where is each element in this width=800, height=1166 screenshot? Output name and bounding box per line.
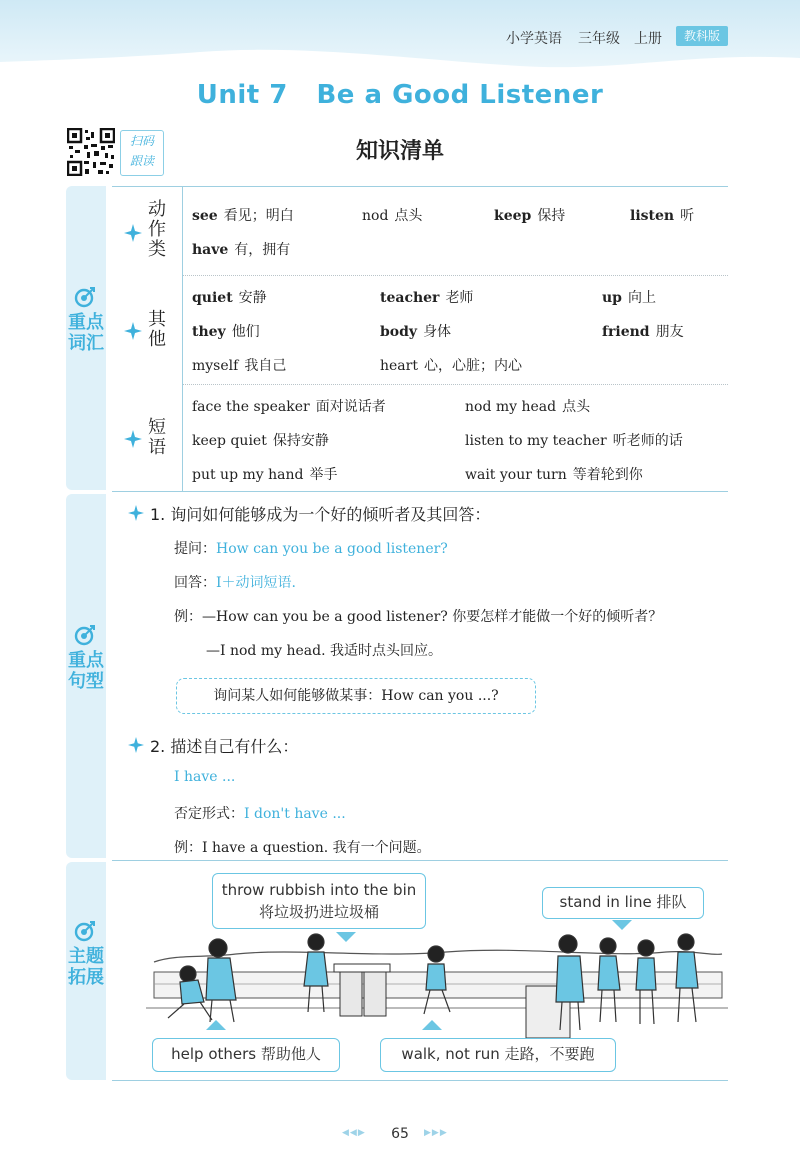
tip-box: 询问某人如何能够做某事：How can you ...? [176,678,536,714]
edition-badge: 教科版 [676,26,728,46]
tab-key-sentences [66,494,106,858]
sparkle-icon [124,322,142,340]
unit-title: Unit 7 Be a Good Listener [196,80,604,110]
sparkle-icon [124,224,142,242]
phrase-item: put up my hand 举手 [192,467,338,483]
phrase-item: wait your turn 等着轮到你 [465,467,643,483]
target-icon [74,286,96,308]
word-item: listen 听 [630,208,695,224]
callout-bin: throw rubbish into the bin 将垃圾扔进垃圾桶 [212,873,426,929]
header-volume: 上册 [634,31,662,47]
phrase-item: nod my head 点头 [465,399,591,415]
sparkle-icon [124,430,142,448]
example-line: 例：I have a question. 我有一个问题。 [174,840,431,856]
category-label: 其他 [148,309,166,350]
divider [112,860,728,861]
divider [112,186,728,187]
page-number: 65 [391,1126,409,1142]
example-line: —I nod my head. 我适时点头回应。 [206,643,442,659]
word-item: heart 心，心脏；内心 [380,358,522,374]
callout-walk: walk, not run 走路，不要跑 [380,1038,616,1072]
divider [182,275,728,276]
point-2-title: 2. 描述自己有什么： [150,737,299,756]
callout-line: stand in line 排队 [542,887,704,919]
pattern-line: I have ... [174,769,236,785]
word-item: teacher 老师 [380,290,474,306]
next-arrows-icon: ▶▶▶ [424,1128,448,1138]
word-item: see 看见；明白 [192,208,294,224]
tab-label: 重点词汇 [68,312,104,354]
tab-key-vocabulary [66,186,106,490]
phrase-item: keep quiet 保持安静 [192,433,329,449]
question-line: 提问：How can you be a good listener? [174,541,448,557]
negative-line: 否定形式：I don't have ... [174,806,346,822]
category-verbs [118,200,178,260]
word-item: nod 点头 [362,208,423,224]
word-item: quiet 安静 [192,290,267,306]
tab-label: 主题拓展 [68,946,104,988]
section-title: 知识清单 [355,139,444,164]
header-subject: 小学英语 [506,31,562,47]
divider [112,1080,728,1081]
callout-help: help others 帮助他人 [152,1038,340,1072]
word-item: up 向上 [602,290,656,306]
word-item: myself 我自己 [192,358,287,374]
divider [112,491,728,492]
tab-label: 重点句型 [68,650,104,692]
divider [182,186,183,491]
prev-arrows-icon: ◀◀▶ [342,1128,366,1138]
scan-follow-label: 扫码 跟读 [120,130,164,176]
header-grade: 三年级 [578,31,620,47]
category-label: 短语 [148,417,166,458]
word-item: have 有，拥有 [192,242,291,258]
point-1-title: 1. 询问如何能够成为一个好的倾听者及其回答： [150,505,491,524]
word-item: they 他们 [192,324,260,340]
category-label: 动作类 [148,199,166,260]
word-item: friend 朋友 [602,324,684,340]
word-item: body 身体 [380,324,452,340]
target-icon [74,624,96,646]
answer-line: 回答：I＋动词短语. [174,575,296,591]
tab-theme-extension [66,862,106,1080]
category-phrases [118,418,178,478]
category-others [118,310,178,370]
sparkle-icon [128,737,144,753]
divider [182,384,728,385]
example-line: 例：—How can you be a good listener? 你要怎样才能做一个好的倾听者？ [174,609,663,625]
phrase-item: listen to my teacher 听老师的话 [465,433,683,449]
word-item: keep 保持 [494,208,566,224]
target-icon [74,920,96,942]
sparkle-icon [128,505,144,521]
phrase-item: face the speaker 面对说话者 [192,399,386,415]
